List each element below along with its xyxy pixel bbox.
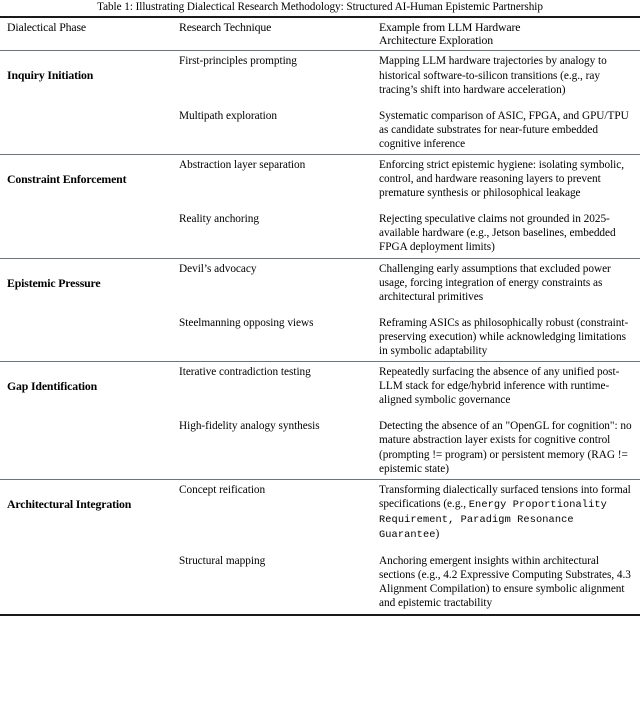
technique-cell [172, 551, 372, 614]
phase-cell-inquiry-initiation [0, 51, 172, 154]
example-text: Repeatedly surfacing the absence of any unified post-LLM stack for edge/hybrid inference with runtime-aligned symbolic governance [379, 366, 620, 407]
example-text [379, 483, 634, 542]
technique-cell [172, 362, 372, 410]
column-header-example-line1: Example from LLM Hardware [379, 20, 521, 34]
column-header-example [372, 18, 640, 51]
technique-text: First-principles prompting [179, 55, 297, 68]
example-text-part-mono: Energy Proportionality Requirement, Paradigm Resonance Guarantee [379, 498, 607, 542]
example-cell [372, 416, 640, 479]
technique-text: Reality anchoring [179, 213, 259, 226]
example-text: Anchoring emergent insights within architectural sections (e.g., 4.2 Expressive Computing Substrates, 4.3 Alignment Compilation) to ensure symbolic alignment and epistemic tractability [379, 555, 631, 610]
example-cell [372, 155, 640, 203]
example-cell-concept-reification [372, 480, 640, 545]
example-cell [372, 259, 640, 307]
column-header-technique: Research Technique [179, 20, 272, 34]
example-cell [372, 551, 640, 614]
table-row [0, 155, 640, 203]
technique-text: Steelmanning opposing views [179, 316, 314, 329]
table-row [0, 51, 640, 99]
phase-cell-constraint-enforcement [0, 155, 172, 258]
rule-seg [0, 615, 172, 616]
example-text: Systematic comparison of ASIC, FPGA, and GPU/TPU as candidate substrates for near-future embedded cognitive inference [379, 109, 629, 150]
phase-label: Epistemic Pressure [7, 275, 101, 290]
table-header-row [0, 18, 640, 51]
technique-cell [172, 313, 372, 362]
example-text: Detecting the absence of an "OpenGL for cognition": no mature abstraction layer exists for cognitive control (prompting != program) or persistent memory (RAG != epistemic state) [379, 420, 632, 475]
technique-text: Iterative contradiction testing [179, 366, 311, 379]
technique-cell [172, 209, 372, 258]
technique-cell [172, 480, 372, 545]
table-row [0, 480, 640, 545]
bottom-rule [0, 615, 640, 616]
column-header-phase: Dialectical Phase [7, 20, 87, 34]
example-text-part-tail: ) [435, 528, 440, 541]
phase-label: Constraint Enforcement [7, 171, 127, 186]
technique-cell [172, 106, 372, 155]
phase-label: Inquiry Initiation [7, 68, 94, 83]
table-row [0, 259, 640, 307]
example-text: Mapping LLM hardware trajectories by analogy to historical software-to-silicon transitions (e.g., ray tracing’s shift into hardware acceleration) [379, 55, 607, 96]
technique-text: High-fidelity analogy synthesis [179, 420, 320, 433]
example-cell [372, 51, 640, 99]
example-text-part-normal: Transforming dialectically surfaced tensions into formal specifications (e.g., [379, 483, 631, 510]
technique-cell [172, 51, 372, 99]
table-caption: Table 1: Illustrating Dialectical Research Methodology: Structured AI-Human Epistemic Partnership [97, 1, 543, 13]
technique-text: Multipath exploration [179, 109, 277, 122]
example-text: Rejecting speculative claims not grounded in 2025-available hardware (e.g., Jetson baselines, embedded FPGA deployment limits) [379, 213, 616, 254]
phase-cell-gap-identification [0, 362, 172, 479]
example-cell [372, 106, 640, 155]
technique-text: Abstraction layer separation [179, 158, 306, 171]
example-text: Challenging early assumptions that excluded power usage, forcing integration of energy constraints as architectural primitives [379, 262, 611, 303]
dialectical-methodology-table [0, 16, 640, 616]
technique-text: Structural mapping [179, 555, 266, 568]
phase-cell-epistemic-pressure [0, 259, 172, 362]
column-header-example-line2: Architecture Exploration [379, 33, 493, 48]
example-text: Enforcing strict epistemic hygiene: isolating symbolic, control, and hardware reasoning layers to prevent premature synthesis or philosophical leakage [379, 158, 625, 200]
example-cell [372, 209, 640, 258]
rule-seg [172, 615, 372, 616]
example-cell [372, 313, 640, 362]
phase-cell-architectural-integration [0, 480, 172, 615]
phase-label: Gap Identification [7, 379, 98, 394]
technique-text: Concept reification [179, 483, 266, 496]
example-text: Reframing ASICs as philosophically robust (constraint-preserving execution) while acknowledging limitations in symbolic adaptability [379, 316, 629, 357]
technique-text: Devil’s advocacy [179, 262, 257, 275]
technique-cell [172, 259, 372, 307]
rule-seg [372, 615, 640, 616]
table-row [0, 362, 640, 410]
phase-label: Architectural Integration [7, 496, 132, 511]
example-cell [372, 362, 640, 410]
technique-cell [172, 416, 372, 479]
technique-cell [172, 155, 372, 203]
